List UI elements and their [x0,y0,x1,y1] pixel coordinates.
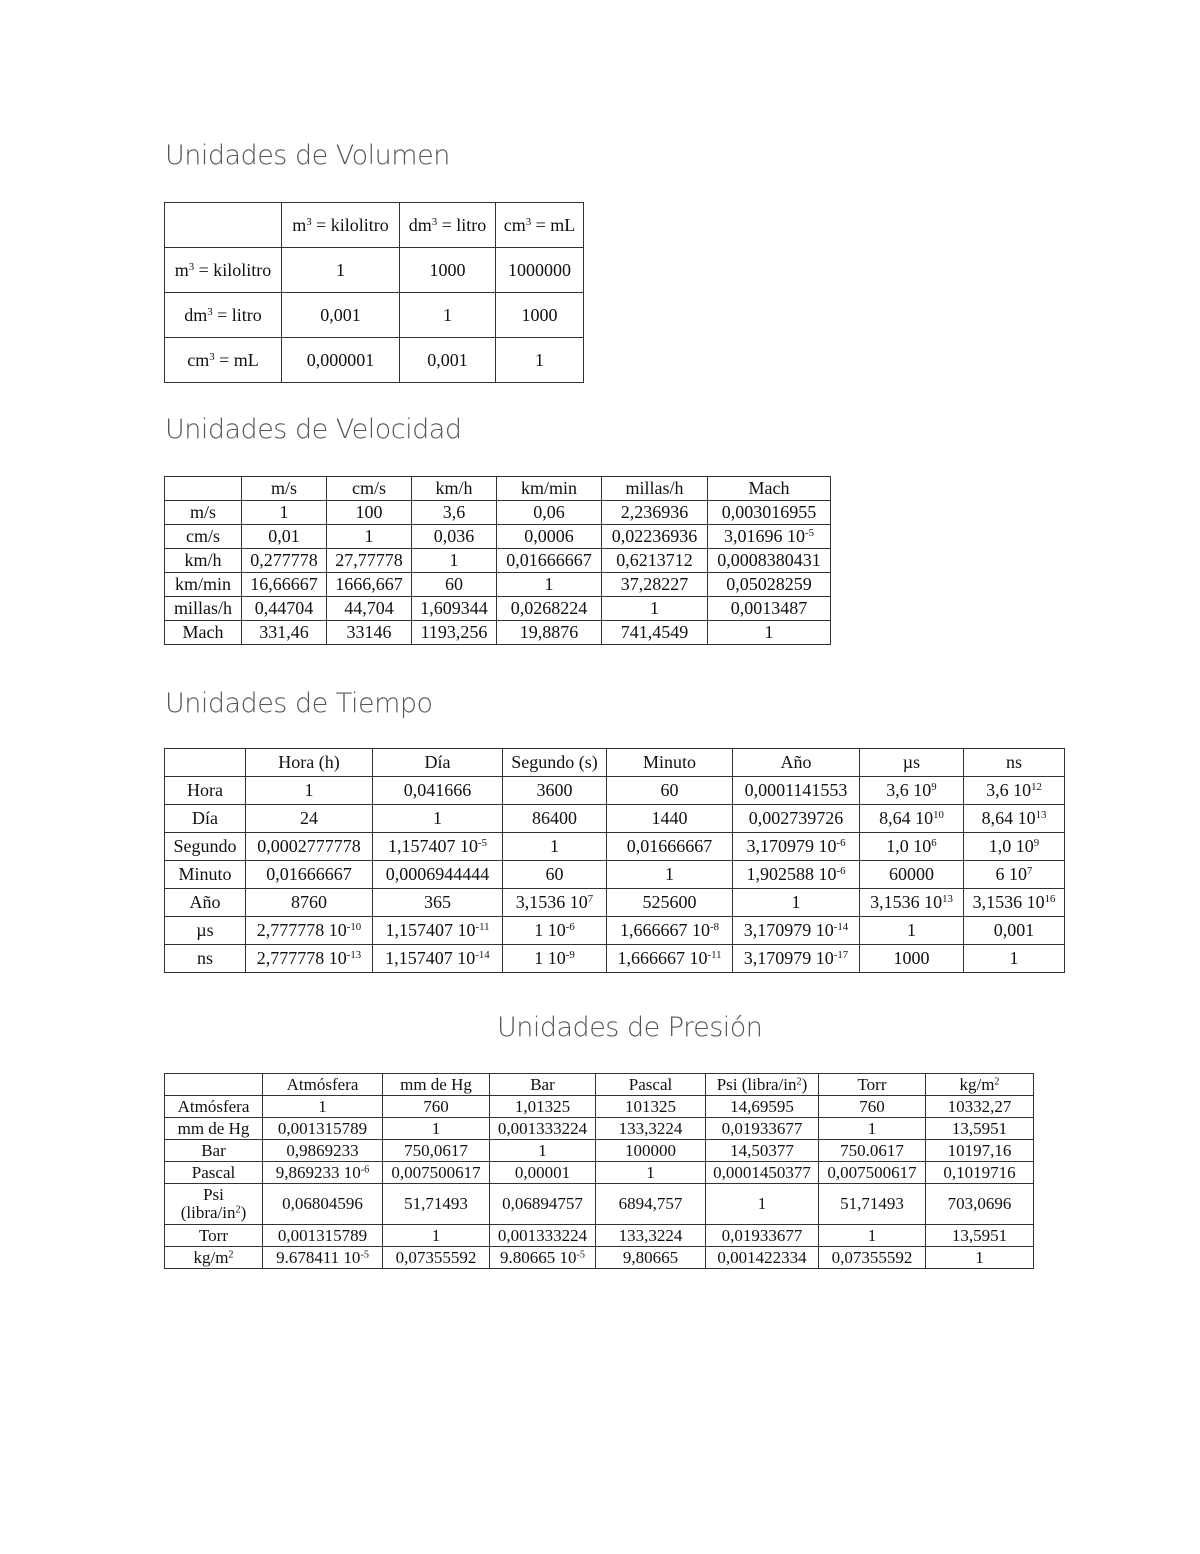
column-header: Hora (h) [246,749,373,777]
table-cell: 1 [602,597,708,621]
velocity-title: Unidades de Velocidad [165,414,462,445]
table-cell: 24 [246,805,373,833]
corner-cell [165,203,282,248]
table-cell: 37,28227 [602,573,708,597]
table-cell: 44,704 [327,597,412,621]
table-row [165,573,831,597]
table-cell: 9.80665 $10^{-5}$ [490,1247,596,1269]
column-header: $m^3$ = kilolitro [282,203,400,248]
column-header: Segundo (s) [503,749,607,777]
table-cell: 51,71493 [383,1184,490,1225]
table-cell: 0,001422334 [706,1247,819,1269]
table-cell: 1,609344 [412,597,497,621]
row-header: Segundo [165,833,246,861]
table-cell: 0,002739726 [733,805,860,833]
row-header: Atmósfera [165,1096,263,1118]
table-row [165,1118,1034,1140]
table-cell: 0,001315789 [263,1118,383,1140]
header-row [165,477,831,501]
column-header: Psi $(libra/in^2)$ [706,1074,819,1096]
table-cell: 100000 [596,1140,706,1162]
table-cell: 703,0696 [926,1184,1034,1225]
table-row [165,621,831,645]
volume-table [164,202,584,383]
header-row [165,749,1065,777]
table-cell: 1 [400,293,496,338]
table-cell: 1,157407 $10^{-5}$ [373,833,503,861]
table-cell: 60 [503,861,607,889]
row-header: Año [165,889,246,917]
table-cell: 1000 [496,293,584,338]
table-cell: 1 [496,338,584,383]
time-table [164,748,1065,973]
row-header: Bar [165,1140,263,1162]
table-cell: 1 [819,1225,926,1247]
table-cell: 0,001333224 [490,1118,596,1140]
column-header: Mach [708,477,831,501]
table-cell: 60000 [860,861,964,889]
table-cell: 0,07355592 [383,1247,490,1269]
table-cell: 1 [860,917,964,945]
table-cell: 1 [706,1184,819,1225]
row-header: mm de Hg [165,1118,263,1140]
table-cell: 0,01933677 [706,1225,819,1247]
table-cell: 750,0617 [383,1140,490,1162]
table-row [165,597,831,621]
table-cell: 0,01 [242,525,327,549]
column-header: cm/s [327,477,412,501]
table-row [165,525,831,549]
row-header: Pascal [165,1162,263,1184]
row-header: Psi $(libra/in^2)$ [165,1184,263,1225]
table-row [165,1096,1034,1118]
corner-cell [165,749,246,777]
row-header: millas/h [165,597,242,621]
table-cell: 1 $10^{-9}$ [503,945,607,973]
row-header: $kg/m^2$ [165,1247,263,1269]
row-header: $m^3$ = kilolitro [165,248,282,293]
row-header: ns [165,945,246,973]
row-header: Mach [165,621,242,645]
table-cell: 1 [412,549,497,573]
table-cell: 0,277778 [242,549,327,573]
table-cell: 1 [383,1118,490,1140]
column-header: mm de Hg [383,1074,490,1096]
table-cell: 3,6 [412,501,497,525]
header-row [165,203,584,248]
table-cell: 1 [246,777,373,805]
column-header: Atmósfera [263,1074,383,1096]
table-cell: 1 [708,621,831,645]
table-cell: 0,001 [964,917,1065,945]
row-header: Hora [165,777,246,805]
table-cell: 0,007500617 [383,1162,490,1184]
column-header: $kg/m^2$ [926,1074,1034,1096]
table-cell: 0,0013487 [708,597,831,621]
table-cell: 6 $10^7$ [964,861,1065,889]
column-header: millas/h [602,477,708,501]
table-cell: 0,001333224 [490,1225,596,1247]
table-cell: 750.0617 [819,1140,926,1162]
table-cell: 8760 [246,889,373,917]
table-cell: 3,6 $10^{12}$ [964,777,1065,805]
table-cell: 0,00001 [490,1162,596,1184]
table-cell: 0,0006944444 [373,861,503,889]
table-cell: 1 [497,573,602,597]
table-cell: 14,69595 [706,1096,819,1118]
table-cell: 0,06 [497,501,602,525]
table-cell: 0,9869233 [263,1140,383,1162]
table-cell: 1 [503,833,607,861]
row-header: cm/s [165,525,242,549]
table-cell: 13,5951 [926,1118,1034,1140]
table-cell: 60 [412,573,497,597]
table-cell: 6894,757 [596,1184,706,1225]
table-row [165,917,1065,945]
column-header: km/min [497,477,602,501]
header-row [165,1074,1034,1096]
table-cell: 741,4549 [602,621,708,645]
table-row [165,833,1065,861]
table-cell: 0,05028259 [708,573,831,597]
row-header: Día [165,805,246,833]
table-cell: 1 [964,945,1065,973]
table-cell: 3600 [503,777,607,805]
column-header: Pascal [596,1074,706,1096]
table-cell: 9,80665 [596,1247,706,1269]
column-header: $cm^3$ = mL [496,203,584,248]
table-cell: 0,02236936 [602,525,708,549]
column-header: Bar [490,1074,596,1096]
table-cell: 3,6 $10^9$ [860,777,964,805]
table-cell: 3,170979 $10^{-14}$ [733,917,860,945]
table-cell: 1 [373,805,503,833]
table-cell: 19,8876 [497,621,602,645]
table-cell: 331,46 [242,621,327,645]
row-header: km/h [165,549,242,573]
column-header: $dm^3$ = litro [400,203,496,248]
table-cell: 1 [263,1096,383,1118]
table-cell: 1000 [860,945,964,973]
table-cell: 3,01696 $10^{-5}$ [708,525,831,549]
table-cell: 0,01666667 [607,833,733,861]
table-cell: 8,64 $10^{13}$ [964,805,1065,833]
table-cell: 1000 [400,248,496,293]
column-header: Minuto [607,749,733,777]
table-cell: 2,777778 $10^{-10}$ [246,917,373,945]
table-cell: 0,07355592 [819,1247,926,1269]
column-header: ns [964,749,1065,777]
table-cell: 0,44704 [242,597,327,621]
table-cell: 2,777778 $10^{-13}$ [246,945,373,973]
table-cell: 0,0006 [497,525,602,549]
row-header: m/s [165,501,242,525]
table-row [165,777,1065,805]
table-cell: 3,170979 $10^{-17}$ [733,945,860,973]
table-cell: 1 [926,1247,1034,1269]
table-row [165,861,1065,889]
table-cell: 525600 [607,889,733,917]
row-header: $cm^3$ = mL [165,338,282,383]
table-cell: 0,0268224 [497,597,602,621]
row-header: km/min [165,573,242,597]
table-cell: 0,000001 [282,338,400,383]
table-cell: 760 [383,1096,490,1118]
table-cell: 0,01666667 [246,861,373,889]
table-cell: 0,041666 [373,777,503,805]
table-cell: 0,001 [282,293,400,338]
table-row [165,1140,1034,1162]
table-cell: 1666,667 [327,573,412,597]
table-cell: 1,01325 [490,1096,596,1118]
row-header: µs [165,917,246,945]
table-cell: 0,1019716 [926,1162,1034,1184]
table-cell: 0,06894757 [490,1184,596,1225]
corner-cell [165,1074,263,1096]
table-row [165,1184,1034,1225]
table-row [165,549,831,573]
table-row [165,889,1065,917]
table-cell: 0,01933677 [706,1118,819,1140]
table-cell: 1440 [607,805,733,833]
table-cell: 365 [373,889,503,917]
table-cell: 86400 [503,805,607,833]
table-cell: 9,869233 $10^{-6}$ [263,1162,383,1184]
table-row [165,805,1065,833]
column-header: km/h [412,477,497,501]
table-cell: 2,236936 [602,501,708,525]
table-row [165,1225,1034,1247]
table-cell: 9.678411 $10^{-5}$ [263,1247,383,1269]
table-cell: 133,3224 [596,1225,706,1247]
pressure-table [164,1073,1034,1269]
table-cell: 10332,27 [926,1096,1034,1118]
column-header: Torr [819,1074,926,1096]
table-cell: 1,666667 $10^{-8}$ [607,917,733,945]
table-cell: 1 [607,861,733,889]
table-cell: 10197,16 [926,1140,1034,1162]
table-cell: 1 [383,1225,490,1247]
table-cell: 13,5951 [926,1225,1034,1247]
table-cell: 0,0001141553 [733,777,860,805]
table-row [165,945,1065,973]
row-header: Minuto [165,861,246,889]
table-cell: 1 [327,525,412,549]
table-cell: 0,001315789 [263,1225,383,1247]
table-cell: 16,66667 [242,573,327,597]
table-cell: 133,3224 [596,1118,706,1140]
table-cell: 1000000 [496,248,584,293]
table-cell: 0,036 [412,525,497,549]
column-header: m/s [242,477,327,501]
table-cell: 8,64 $10^{10}$ [860,805,964,833]
table-cell: 0,6213712 [602,549,708,573]
column-header: µs [860,749,964,777]
table-cell: 1,0 $10^9$ [964,833,1065,861]
table-row [165,501,831,525]
table-cell: 1 [490,1140,596,1162]
table-cell: 14,50377 [706,1140,819,1162]
velocity-table [164,476,831,645]
table-cell: 1 [596,1162,706,1184]
table-cell: 0,01666667 [497,549,602,573]
table-cell: 100 [327,501,412,525]
table-cell: 3,1536 $10^7$ [503,889,607,917]
column-header: Día [373,749,503,777]
table-cell: 1 $10^{-6}$ [503,917,607,945]
table-cell: 101325 [596,1096,706,1118]
table-cell: 1,0 $10^6$ [860,833,964,861]
table-cell: 51,71493 [819,1184,926,1225]
table-row [165,338,584,383]
table-cell: 760 [819,1096,926,1118]
table-cell: 1 [242,501,327,525]
table-cell: 1,157407 $10^{-14}$ [373,945,503,973]
table-cell: 0,0008380431 [708,549,831,573]
table-cell: 0,0001450377 [706,1162,819,1184]
table-cell: 60 [607,777,733,805]
table-cell: 1 [282,248,400,293]
table-cell: 27,77778 [327,549,412,573]
corner-cell [165,477,242,501]
time-title: Unidades de Tiempo [165,688,433,719]
table-cell: 1,666667 $10^{-11}$ [607,945,733,973]
table-row [165,293,584,338]
row-header: Torr [165,1225,263,1247]
volume-title: Unidades de Volumen [165,140,450,171]
table-cell: 0,0002777778 [246,833,373,861]
row-header: $dm^3$ = litro [165,293,282,338]
table-cell: 1,902588 $10^{-6}$ [733,861,860,889]
table-cell: 33146 [327,621,412,645]
column-header: Año [733,749,860,777]
table-cell: 0,06804596 [263,1184,383,1225]
table-cell: 0,001 [400,338,496,383]
table-cell: 1 [819,1118,926,1140]
table-cell: 1193,256 [412,621,497,645]
table-row [165,248,584,293]
table-cell: 3,1536 $10^{16}$ [964,889,1065,917]
table-cell: 1,157407 $10^{-11}$ [373,917,503,945]
table-row [165,1162,1034,1184]
table-cell: 3,170979 $10^{-6}$ [733,833,860,861]
table-cell: 3,1536 $10^{13}$ [860,889,964,917]
pressure-title: Unidades de Presión [497,1012,763,1043]
table-row [165,1247,1034,1269]
table-cell: 0,003016955 [708,501,831,525]
table-cell: 0,007500617 [819,1162,926,1184]
table-cell: 1 [733,889,860,917]
